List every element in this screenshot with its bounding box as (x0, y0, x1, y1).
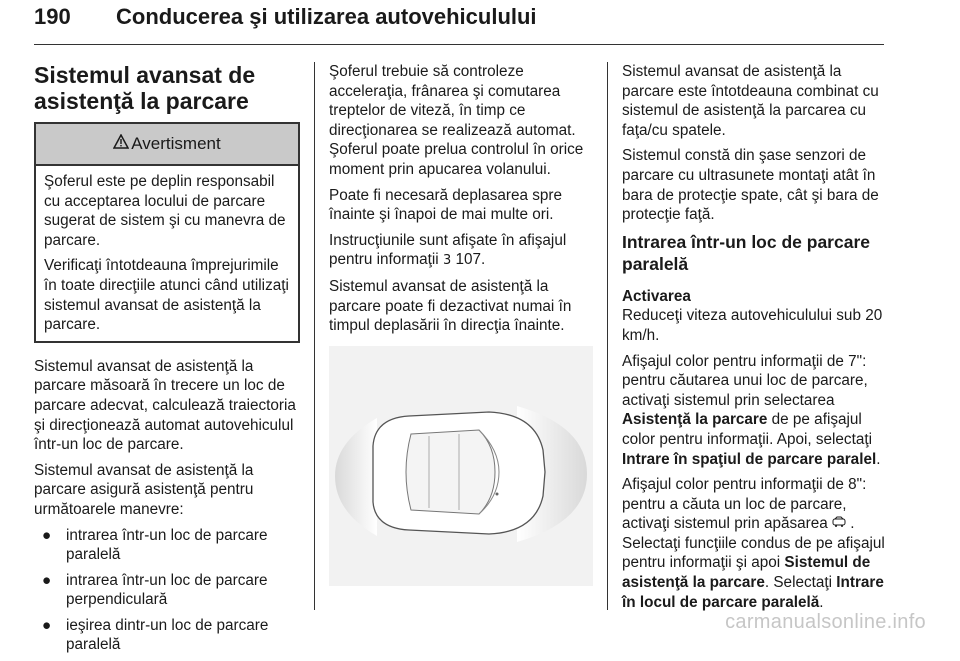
page-reference[interactable]: 107. (455, 251, 486, 269)
combined-system-paragraph: Sistemul avansat de asistenţă la parcare este întotdeauna combinat cu sistemul de asistenţă la parcarea cu faţa/cu spatele. (622, 63, 879, 139)
warning-header (36, 124, 298, 166)
instructions-text: Instrucţiunile sunt afişate în afişajul pentru informaţii (329, 231, 567, 269)
menu-item-parking-assist: Asistenţă la parcare (622, 411, 768, 429)
text-span: . Selectaţi (764, 574, 833, 592)
page-number: 190 (34, 4, 71, 29)
watermark: carmanualsonline.info (725, 611, 926, 633)
page-reference-icon: 3 (442, 253, 452, 269)
speed-paragraph: Reduceţi viteza autovehiculului sub 20 km/h. (622, 307, 883, 344)
activation-label: Activarea (622, 287, 691, 305)
section-title-line-2: asistenţă la parcare (34, 88, 249, 114)
text-span: . Selectaţi funcţiile condus de pe afişajul pentru informaţii şi apoi (622, 515, 885, 572)
menu-item-parallel-space-entry: Intrare în locul de parcare paralelă (622, 574, 884, 611)
column-2 (329, 62, 595, 586)
menu-item-parking-assist-system: Sistemul de asistenţă la parcare (622, 554, 871, 592)
list-item (34, 571, 300, 610)
back-forth-paragraph: Poate fi necesară deplasarea spre înainte şi înapoi de mai multe ori. (329, 186, 563, 224)
warning-box (34, 122, 300, 343)
bullet-icon: ● (42, 616, 52, 634)
deactivation-paragraph: Sistemul avansat de asistenţă la parcare poate fi dezactivat numai în timpul deplasării în direcţia înainte. (329, 277, 572, 335)
sensors-paragraph: Sistemul constă din şase senzori de parcare cu ultrasunete montaţi atât în bara de protecţie spate, cât şi bara de protecţie faţă. (622, 147, 879, 224)
warning-body (36, 166, 298, 341)
instructions-paragraph (329, 231, 595, 271)
list-item (34, 526, 300, 565)
column-divider-1 (314, 62, 315, 610)
rear-sensor-zone (335, 418, 377, 536)
list-item-text: intrarea într-un loc de parcare perpendiculară (66, 571, 268, 609)
column-1 (34, 62, 300, 661)
header-divider (34, 44, 884, 45)
column-3 (622, 62, 890, 618)
bullet-icon: ● (42, 571, 52, 589)
subsection-title: Intrarea într-un loc de parcare paralelă (622, 231, 870, 274)
running-header-title: Conducerea şi utilizarea autovehiculului (116, 4, 537, 29)
maneuvers-list (34, 526, 300, 656)
parking-sensors-illustration (329, 346, 593, 586)
menu-item-parallel-entry: Intrare în spaţiul de parcare paralel (622, 450, 877, 468)
intro-paragraph: Sistemul avansat de asistenţă la parcare măsoară în trecere un loc de parcare adecvat, calculează traiectoria şi direcţionează automat autovehiculul într-un loc de parcare. (34, 357, 296, 454)
parking-assist-button-icon (832, 515, 850, 532)
text-span: Afişajul color pentru informaţii de 8": pentru a căuta un loc de parcare, activaţi sistemul prin apăsarea (622, 476, 867, 533)
maneuvers-paragraph: Sistemul avansat de asistenţă la parcare asigură asistenţă pentru următoarele manevre: (34, 461, 254, 518)
warning-paragraph-1: Şoferul este pe deplin responsabil cu acceptarea locului de parcare sugerat de sistem şi cu manevra de parcare. (44, 173, 286, 249)
text-span: . (876, 450, 881, 468)
display-8-paragraph (622, 475, 890, 612)
text-span: de pe afişajul color pentru informaţii. Apoi, selectaţi (622, 411, 872, 448)
bullet-icon: ● (42, 526, 52, 544)
column-divider-2 (607, 62, 608, 610)
car-sensor-diagram (329, 346, 593, 586)
list-item (34, 616, 300, 655)
section-title (34, 62, 300, 114)
text-span: . (819, 593, 824, 611)
text-span: Afişajul color pentru informaţii de 7": pentru căutarea unui loc de parcare, activaţi sistemul prin selectarea (622, 352, 868, 409)
list-item-text: ieşirea dintr-un loc de parcare paralelă (66, 616, 269, 654)
section-title-line-1: Sistemul avansat de (34, 62, 256, 88)
warning-title: Avertisment (131, 134, 221, 154)
warning-triangle-icon (113, 134, 129, 154)
display-7-paragraph (622, 352, 890, 470)
warning-paragraph-2: Verificaţi întotdeauna împrejurimile în toate direcţiile atunci când utilizaţi sistemul avansat de asistenţă la parcare. (44, 257, 289, 334)
car-top-view-icon (373, 412, 545, 534)
driver-control-paragraph: Şoferul trebuie să controleze acceleraţia, frânarea şi comutarea treptelor de viteză, în timp ce direcţionarea se realizează automat. Şoferul poate prelua controlul în orice moment prin apucarea volanului. (329, 63, 584, 178)
list-item-text: intrarea într-un loc de parcare paralelă (66, 526, 268, 564)
